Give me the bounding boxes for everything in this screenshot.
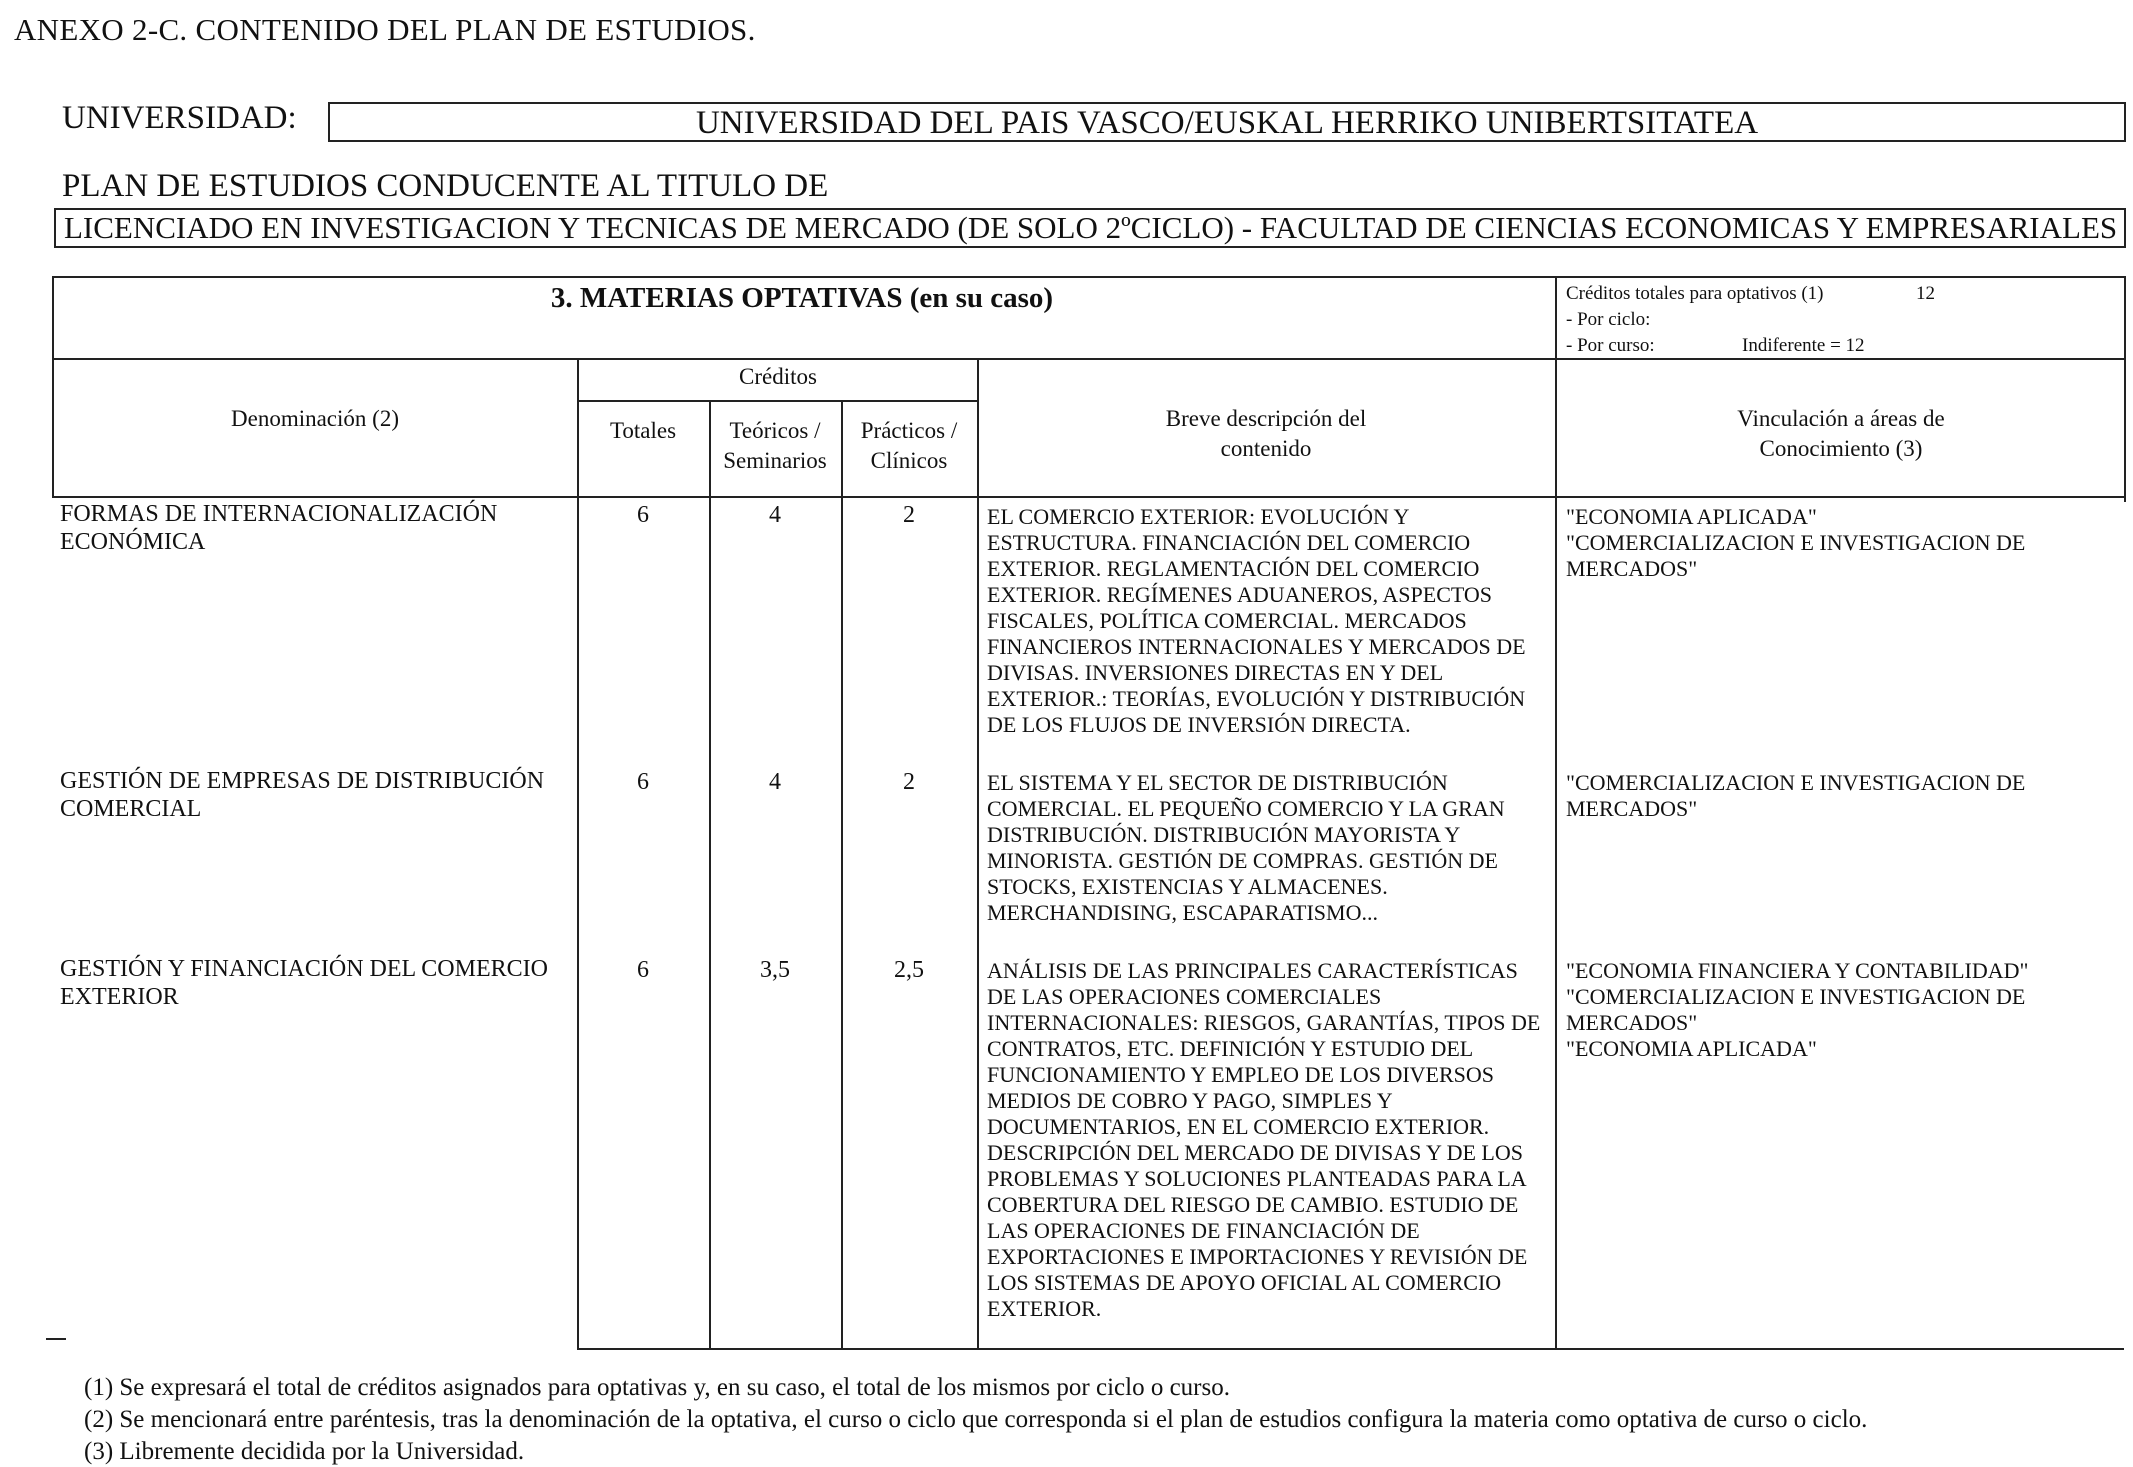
col-header-vinculacion xyxy=(1556,404,2126,464)
row-3-desc-line: INTERNACIONALES: RIESGOS, GARANTÍAS, TIPOS DE xyxy=(987,1010,1541,1035)
per-course-value: Indiferente = 12 xyxy=(1742,335,1865,356)
row-3-desc-line: FUNCIONAMIENTO Y EMPLEO DE LOS DIVERSOS xyxy=(987,1062,1495,1087)
row-3-desc-line: LOS SISTEMAS DE APOYO OFICIAL AL COMERCIO xyxy=(987,1270,1502,1295)
row-2-desc-line: MINORISTA. GESTIÓN DE COMPRAS. GESTIÓN DE xyxy=(987,848,1498,873)
table-bottom-border xyxy=(577,1348,2126,1350)
row-1-area-line: MERCADOS" xyxy=(1566,556,1698,581)
row-3-desc-line: CONTRATOS, ETC. DEFINICIÓN Y ESTUDIO DEL xyxy=(987,1036,1474,1061)
table-row-1-name xyxy=(60,500,560,556)
row-3-desc-line: DESCRIPCIÓN DEL MERCADO DE DIVISAS Y DE LOS xyxy=(987,1140,1523,1165)
footnote-1: (1) Se expresará el total de créditos asignados para optativas y, en su caso, el total de los mismos por ciclo o curso. xyxy=(84,1374,1230,1401)
table-row-3-name xyxy=(60,955,580,1011)
row-1-desc-line: EXTERIOR. REGLAMENTACIÓN DEL COMERCIO xyxy=(987,556,1480,581)
row-2-areas xyxy=(1566,770,2122,822)
row-3-desc-line: DOCUMENTARIOS, EN EL COMERCIO EXTERIOR. xyxy=(987,1114,1490,1139)
row-3-desc-line: PROBLEMAS Y SOLUCIONES PLANTEADAS PARA LA xyxy=(987,1166,1527,1191)
row-3-practicos: 2,5 xyxy=(894,957,924,983)
row-2-desc-line: COMERCIAL. EL PEQUEÑO COMERCIO Y LA GRAN xyxy=(987,796,1505,821)
right-gap xyxy=(2124,502,2126,1350)
row-3-areas xyxy=(1566,958,2122,1062)
row-3-area-line: MERCADOS" xyxy=(1566,1010,1698,1035)
practicos-line-1: Prácticos / xyxy=(860,418,958,443)
descripcion-line-1: Breve descripción del xyxy=(1165,406,1367,431)
row-2-teoricos: 4 xyxy=(769,769,781,795)
row-3-desc-line: ANÁLISIS DE LAS PRINCIPALES CARACTERÍSTICAS xyxy=(987,958,1518,983)
col-header-totales: Totales xyxy=(609,418,677,443)
teoricos-line-1: Teóricos / xyxy=(729,418,821,443)
table-right-border xyxy=(2124,276,2126,502)
practicos-line-2: Clínicos xyxy=(870,448,948,473)
footnote-2: (2) Se mencionará entre paréntesis, tras la denominación de la optativa, el curso o ciclo que corresponda si el plan de estudios configura la materia como optativa de curso o ciclo. xyxy=(84,1406,1868,1433)
row-3-area-line: "ECONOMIA APLICADA" xyxy=(1566,1036,1817,1061)
plan-field: LICENCIADO EN INVESTIGACION Y TECNICAS DE MERCADO (DE SOLO 2ºCICLO) - FACULTAD DE CIENCIAS ECONOMICAS Y EMPRESARIALES xyxy=(54,208,2126,248)
credits-subheader-rule xyxy=(577,400,979,402)
row-1-teoricos: 4 xyxy=(769,502,781,528)
per-cycle-label: - Por ciclo: xyxy=(1566,309,1651,330)
header-bottom-rule xyxy=(52,496,2126,498)
col-divider-4 xyxy=(977,358,979,1350)
table-row-2-name xyxy=(60,767,560,823)
row-1-desc-line: FINANCIEROS INTERNACIONALES Y MERCADOS DE xyxy=(987,634,1526,659)
annex-title: ANEXO 2-C. CONTENIDO DEL PLAN DE ESTUDIOS. xyxy=(14,12,756,47)
row-1-desc-line: FISCALES, POLÍTICA COMERCIAL. MERCADOS xyxy=(987,608,1467,633)
row-3-desc-line: LAS OPERACIONES DE FINANCIACIÓN DE xyxy=(987,1218,1420,1243)
plan-label: PLAN DE ESTUDIOS CONDUCENTE AL TITULO DE xyxy=(62,168,829,204)
col-header-teoricos xyxy=(710,416,840,476)
section-title: 3. MATERIAS OPTATIVAS (en su caso) xyxy=(550,282,1054,314)
row-3-totales: 6 xyxy=(637,957,649,983)
row-3-desc-line: COBERTURA DEL RIESGO DE CAMBIO. ESTUDIO DE xyxy=(987,1192,1519,1217)
university-field: UNIVERSIDAD DEL PAIS VASCO/EUSKAL HERRIKO UNIBERTSITATEA xyxy=(328,102,2126,142)
teoricos-line-2: Seminarios xyxy=(723,448,827,473)
col-header-creditos: Créditos xyxy=(739,364,817,389)
row-1-practicos: 2 xyxy=(903,502,915,528)
row-2-area-line: "COMERCIALIZACION E INVESTIGACION DE xyxy=(1566,770,2026,795)
row-3-area-line: "COMERCIALIZACION E INVESTIGACION DE xyxy=(1566,984,2026,1009)
row-3-desc-line: MEDIOS DE COBRO Y PAGO, SIMPLES Y xyxy=(987,1088,1393,1113)
row-1-areas xyxy=(1566,504,2122,582)
row-1-desc-line: DE LOS FLUJOS DE INVERSIÓN DIRECTA. xyxy=(987,712,1411,737)
footnote-3: (3) Libremente decidida por la Universidad. xyxy=(84,1438,525,1465)
row-1-desc-line: ESTRUCTURA. FINANCIACIÓN DEL COMERCIO xyxy=(987,530,1471,555)
row-2-description xyxy=(987,770,1547,926)
row-1-area-line: "ECONOMIA APLICADA" xyxy=(1566,504,1817,529)
per-course-label: - Por curso: xyxy=(1566,335,1655,356)
bottom-left-tick xyxy=(46,1338,66,1340)
col-divider-3 xyxy=(841,400,843,1350)
row-3-teoricos: 3,5 xyxy=(760,957,790,983)
row-2-area-line: MERCADOS" xyxy=(1566,796,1698,821)
col-header-descripcion xyxy=(978,404,1554,464)
col-divider-2 xyxy=(709,400,711,1350)
row-1-area-line: "COMERCIALIZACION E INVESTIGACION DE xyxy=(1566,530,2026,555)
row-1-description xyxy=(987,504,1547,738)
row-3-area-line: "ECONOMIA FINANCIERA Y CONTABILIDAD" xyxy=(1566,958,2029,983)
row-2-desc-line: STOCKS, EXISTENCIAS Y ALMACENES. xyxy=(987,874,1388,899)
row-3-desc-line: DE LAS OPERACIONES COMERCIALES xyxy=(987,984,1382,1009)
row-3-description xyxy=(987,958,1547,1322)
table-top-border xyxy=(52,276,2126,278)
row-1-desc-line: EXTERIOR.: TEORÍAS, EVOLUCIÓN Y DISTRIBUCIÓN xyxy=(987,686,1526,711)
col-header-denominacion: Denominación (2) xyxy=(231,406,399,431)
vinculacion-line-2: Conocimiento (3) xyxy=(1759,436,1923,461)
row-2-totales: 6 xyxy=(637,769,649,795)
row-2-desc-line: DISTRIBUCIÓN. DISTRIBUCIÓN MAYORISTA Y xyxy=(987,822,1461,847)
descripcion-line-2: contenido xyxy=(1220,436,1312,461)
row-2-name-line-2: COMERCIAL xyxy=(60,796,202,822)
row-1-desc-line: DIVISAS. INVERSIONES DIRECTAS EN Y DEL xyxy=(987,660,1444,685)
row-3-desc-line: EXTERIOR. xyxy=(987,1296,1102,1321)
row-3-name-line-1: GESTIÓN Y FINANCIACIÓN DEL COMERCIO xyxy=(60,956,548,982)
row-1-name-line-2: ECONÓMICA xyxy=(60,529,206,555)
row-2-practicos: 2 xyxy=(903,769,915,795)
row-1-desc-line: EL COMERCIO EXTERIOR: EVOLUCIÓN Y xyxy=(987,504,1410,529)
row-3-name-line-2: EXTERIOR xyxy=(60,984,179,1010)
vinculacion-line-1: Vinculación a áreas de xyxy=(1737,406,1945,431)
credits-total-value: 12 xyxy=(1916,283,1935,304)
row-1-totales: 6 xyxy=(637,502,649,528)
university-label: UNIVERSIDAD: xyxy=(62,100,297,136)
col-header-practicos xyxy=(842,416,976,476)
row-2-name-line-1: GESTIÓN DE EMPRESAS DE DISTRIBUCIÓN xyxy=(60,768,545,794)
row-1-name-line-1: FORMAS DE INTERNACIONALIZACIÓN xyxy=(60,501,498,527)
row-2-desc-line: MERCHANDISING, ESCAPARATISMO... xyxy=(987,900,1378,925)
row-1-desc-line: EXTERIOR. REGÍMENES ADUANEROS, ASPECTOS xyxy=(987,582,1493,607)
credits-total-label: Créditos totales para optativos (1) xyxy=(1566,283,1824,304)
row-2-desc-line: EL SISTEMA Y EL SECTOR DE DISTRIBUCIÓN xyxy=(987,770,1448,795)
row-3-desc-line: EXPORTACIONES E IMPORTACIONES Y REVISIÓN DE xyxy=(987,1244,1528,1269)
